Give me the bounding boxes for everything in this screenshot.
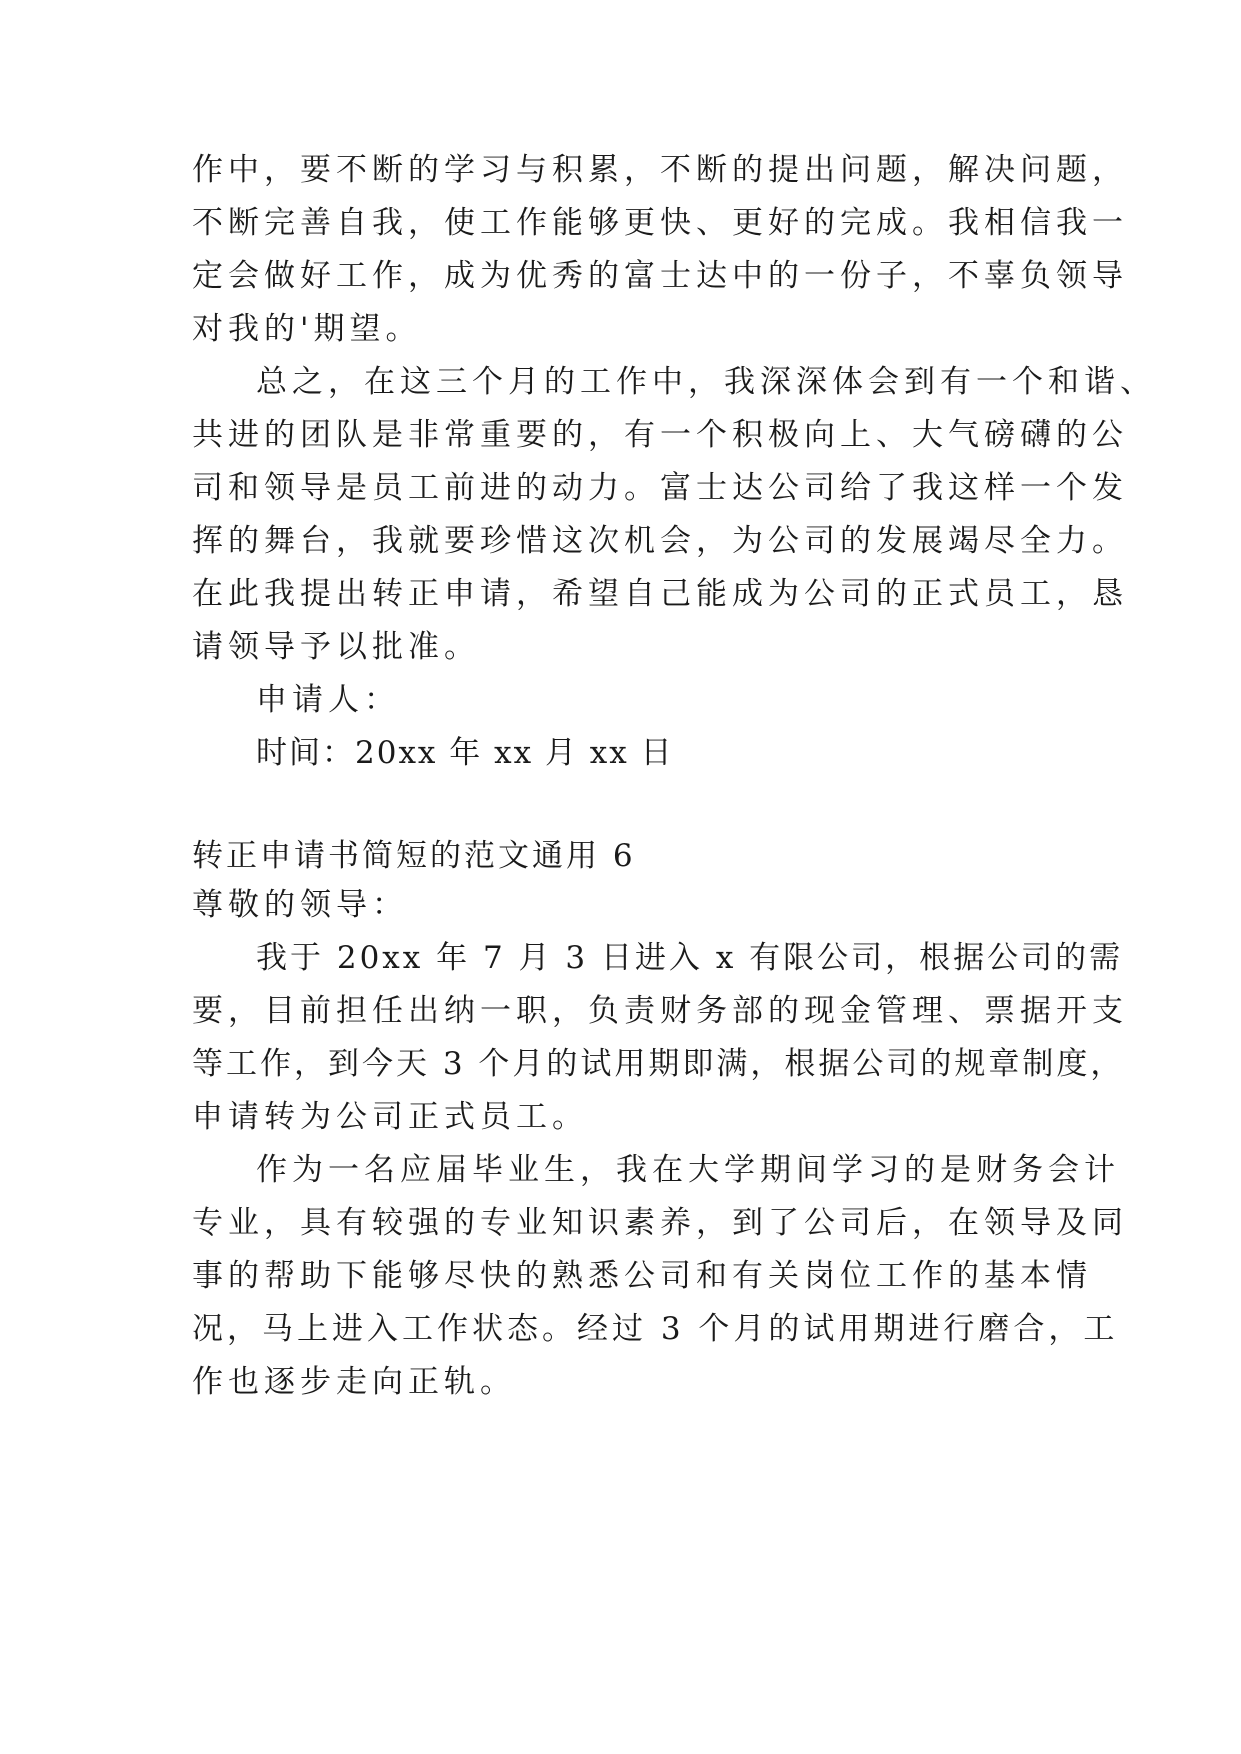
paragraph-line: 请领导予以批准。: [192, 629, 480, 665]
paragraph-line: 挥的舞台，我就要珍惜这次机会，为公司的发展竭尽全力。: [192, 523, 1128, 559]
paragraph-line: 专业，具有较强的专业知识素养，到了公司后，在领导及同: [192, 1205, 1128, 1241]
paragraph-line: 不断完善自我，使工作能够更快、更好的完成。我相信我一: [192, 205, 1128, 241]
paragraph-line: 在此我提出转正申请，希望自己能成为公司的正式员工，恳: [192, 576, 1128, 612]
paragraph-line: 申请转为公司正式员工。: [192, 1099, 588, 1135]
date-line: 时间：20xx 年 xx 月 xx 日: [256, 735, 674, 771]
paragraph-line: 事的帮助下能够尽快的熟悉公司和有关岗位工作的基本情: [192, 1258, 1092, 1294]
paragraph-line: 要，目前担任出纳一职，负责财务部的现金管理、票据开支: [192, 993, 1128, 1029]
paragraph-line: 司和领导是员工前进的动力。富士达公司给了我这样一个发: [192, 470, 1128, 506]
paragraph-line: 共进的团队是非常重要的，有一个积极向上、大气磅礴的公: [192, 417, 1128, 453]
paragraph-line: 作也逐步走向正轨。: [192, 1364, 516, 1400]
paragraph-line: 总之，在这三个月的工作中，我深深体会到有一个和谐、: [256, 364, 1156, 400]
paragraph-line: 定会做好工作，成为优秀的富士达中的一份子，不辜负领导: [192, 258, 1128, 294]
paragraph-line: 我于 20xx 年 7 月 3 日进入 x 有限公司，根据公司的需: [256, 940, 1124, 976]
paragraph-line: 作中，要不断的学习与积累，不断的提出问题，解决问题，: [192, 152, 1128, 188]
section-heading: 转正申请书简短的范文通用 6: [192, 838, 636, 874]
paragraph-line: 等工作，到今天 3 个月的试用期即满，根据公司的规章制度，: [192, 1046, 1125, 1082]
paragraph-line: 作为一名应届毕业生，我在大学期间学习的是财务会计: [256, 1152, 1120, 1188]
applicant-label: 申请人：: [256, 682, 400, 718]
salutation: 尊敬的领导：: [192, 887, 408, 923]
paragraph-line: 况，马上进入工作状态。经过 3 个月的试用期进行磨合，工: [192, 1311, 1119, 1347]
paragraph-line: 对我的'期望。: [192, 311, 422, 347]
